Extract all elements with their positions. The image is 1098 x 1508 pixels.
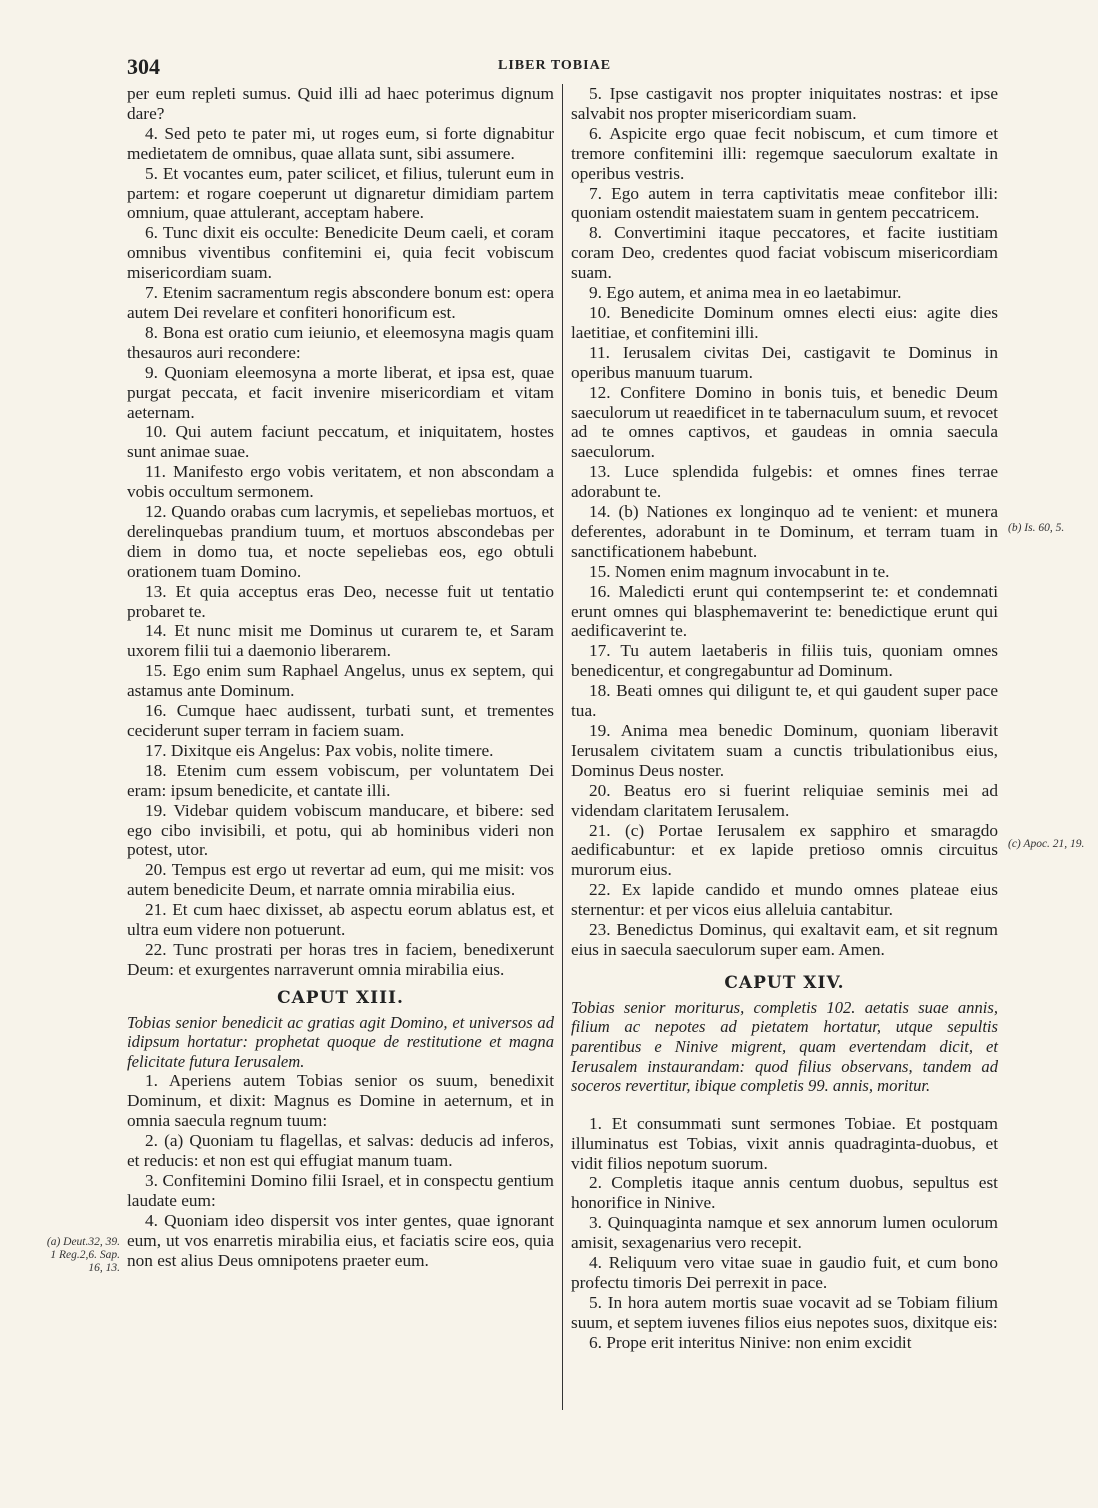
- verse: 7. Etenim sacramentum regis abscondere bonum est: opera autem Dei revelare et confiteri honorificum est.: [127, 283, 554, 322]
- verse: 11. Manifesto ergo vobis veritatem, et non abscondam a vobis occultum sermonem.: [127, 462, 554, 502]
- chapter-13-verses-continued: [571, 84, 998, 960]
- verse: 10. Qui autem faciunt peccatum, et iniquitatem, hostes sunt animae suae.: [127, 422, 554, 462]
- verse: 5. Ipse castigavit nos propter iniquitates nostras: et ipse salvabit nos propter misericordiam suam.: [571, 84, 998, 123]
- chapter-14-heading: CAPUT XIV.: [724, 972, 845, 993]
- margin-note-a: (a) Deut.32, 39. 1 Reg.2,6. Sap. 16, 13.: [46, 1236, 120, 1274]
- verse: 22. Ex lapide candido et mundo omnes plateae eius sternentur: et per vicos eius alleluia cantabitur.: [571, 880, 998, 920]
- verse: 6. Prope erit interitus Ninive: non enim excidit: [589, 1332, 912, 1352]
- chapter-13-verses: [127, 1071, 554, 1270]
- verse: 4. Quoniam ideo dispersit vos inter gentes, quae ignorant eum, ut vos enarretis mirabilia eius, et faciatis scire eos, quia non est alius Deus omnipotens praeter eum.: [127, 1210, 554, 1270]
- verse: 15. Ego enim sum Raphael Angelus, unus ex septem, qui astamus ante Dominum.: [127, 661, 554, 701]
- verse: 17. Tu autem laetaberis in filiis tuis, quoniam omnes benedicentur, et congregabuntur ad Dominum.: [571, 641, 998, 681]
- verse: 4. Sed peto te pater mi, ut roges eum, si forte dignabitur medietatem de omnibus, quae allata sunt, sibi assumere.: [127, 123, 554, 163]
- verse: 6. Tunc dixit eis occulte: Benedicite Deum caeli, et coram omnibus viventibus confitemini ei, quia fecit vobiscum misericordiam suam.: [127, 223, 554, 283]
- verse: 11. Ierusalem civitas Dei, castigavit te Dominus in operibus manuum tuarum.: [571, 342, 998, 382]
- running-title: LIBER TOBIAE: [498, 58, 612, 73]
- running-header: [0, 52, 1098, 82]
- verse: 22. Tunc prostrati per horas tres in faciem, benedixerunt Deum: et exurgentes narraverunt omnia mirabilia eius.: [127, 939, 554, 979]
- margin-note-b: (b) Is. 60, 5.: [1008, 522, 1065, 534]
- verse: 21. Et cum haec dixisset, ab aspectu eorum ablatus est, et ultra eum videre non potuerunt.: [127, 900, 554, 940]
- verse: 16. Cumque haec audissent, turbati sunt, et trementes ceciderunt super terram in faciem suam.: [127, 701, 554, 740]
- verse: 12. Quando orabas cum lacrymis, et sepeliebas mortuos, et derelinquebas prandium tuum, et mortuos abscondebas per diem in domo tua, et nocte sepeliebas eos, ego obtuli orationem tuam Domino.: [127, 502, 554, 581]
- column-divider: [562, 84, 563, 1410]
- chapter-13-heading: CAPUT XIII.: [277, 987, 404, 1008]
- verse: 5. In hora autem mortis suae vocavit ad se Tobiam filium suum, et septem iuvenes filios eius nepotes suos, dixitque eis:: [571, 1292, 998, 1332]
- verse: 10. Benedicite Dominum omnes electi eius: agite dies laetitiae, et confitemini illi.: [571, 302, 998, 342]
- verse: 1. Aperiens autem Tobias senior os suum, benedixit Dominum, et dixit: Magnus es Domine in aeternum, et in omnia saecula regnum tuum:: [127, 1071, 554, 1131]
- verse: 13. Et quia acceptus eras Deo, necesse fuit ut tentatio probaret te.: [127, 581, 554, 621]
- verse: 9. Ego autem, et anima mea in eo laetabimur.: [589, 283, 902, 303]
- verse: 8. Bona est oratio cum ieiunio, et eleemosyna magis quam thesauros auri recondere:: [127, 322, 554, 362]
- verse: 23. Benedictus Dominus, qui exaltavit eam, et sit regnum eius in saecula saeculorum super eam. Amen.: [571, 920, 998, 959]
- verse: 17. Dixitque eis Angelus: Pax vobis, nolite timere.: [145, 740, 494, 760]
- verse: 1. Et consummati sunt sermones Tobiae. Et postquam illuminatus est Tobias, vixit annis quadraginta-duobus, et vidit filios nepotum suorum.: [571, 1113, 998, 1173]
- verse: per eum repleti sumus. Quid illi ad haec poterimus dignum dare?: [127, 84, 554, 123]
- chapter-14-verses: [571, 1114, 998, 1353]
- verse: 19. Videbar quidem vobiscum manducare, et bibere: sed ego cibo invisibili, et potu, qui ab hominibus videri non potest, utor.: [127, 800, 554, 860]
- verse: 20. Beatus ero si fuerint reliquiae seminis mei ad videndam claritatem Ierusalem.: [571, 780, 998, 820]
- right-column: [571, 84, 998, 1353]
- verse: 6. Aspicite ergo quae fecit nobiscum, et cum timore et tremore confitemini illi: regemque saeculorum exaltate in operibus vestris.: [571, 123, 998, 183]
- verse: 2. (a) Quoniam tu flagellas, et salvas: deducis ad inferos, et reducis: et non est qui effugiat manum tuam.: [127, 1131, 554, 1171]
- verse: 18. Beati omnes qui diligunt te, et qui gaudent super pace tua.: [571, 681, 998, 721]
- verse: 13. Luce splendida fulgebis: et omnes fines terrae adorabunt te.: [571, 462, 998, 502]
- verse: 14. (b) Nationes ex longinquo ad te venient: et munera deferentes, adorabunt in te Dominum, et terram tuam in sanctificationem habebunt.: [571, 502, 998, 561]
- verse: 2. Completis itaque annis centum duobus, sepultus est honorifice in Ninive.: [571, 1173, 998, 1213]
- left-column: [127, 84, 554, 1271]
- page-number: 304: [127, 54, 160, 79]
- verse: 20. Tempus est ergo ut revertar ad eum, qui me misit: vos autem benedicite Deum, et narrate omnia mirabilia eius.: [127, 860, 554, 900]
- verse: 8. Convertimini itaque peccatores, et facite iustitiam coram Deo, credentes quod faciat vobiscum misericordiam suam.: [571, 223, 998, 283]
- verse: 9. Quoniam eleemosyna a morte liberat, et ipsa est, quae purgat peccata, et facit invenire misericordiam et vitam aeternam.: [127, 362, 554, 422]
- margin-note-c: (c) Apoc. 21, 19.: [1008, 838, 1085, 850]
- verse: 14. Et nunc misit me Dominus ut curarem te, et Saram uxorem filii tui a daemonio liberarem.: [127, 621, 554, 661]
- verse: 19. Anima mea benedic Dominum, quoniam liberavit Ierusalem civitatem suam a cunctis tribulationibus eius, Dominus Deus noster.: [571, 721, 998, 780]
- verse: 15. Nomen enim magnum invocabunt in te.: [589, 561, 890, 581]
- chapter-13-summary: Tobias senior benedicit ac gratias agit Domino, et universos ad idipsum hortatur: prophetat quoque de restitutione et magna felicitate futura Ierusalem.: [127, 1012, 554, 1071]
- verse: 21. (c) Portae Ierusalem ex sapphiro et smaragdo aedificabuntur: et ex lapide pretioso omnis circuitus murorum eius.: [571, 820, 998, 880]
- chapter-14-summary: Tobias senior moriturus, completis 102. aetatis suae annis, filium ac nepotes ad pietatem hortatur, utque sepultis parentibus e Ninive migrent, quam evertendam dicit, et Ierusalem instaurandam: quod filius observans, tandem ad soceros revertitur, ibique completis 99. annis, moritur.: [571, 997, 998, 1096]
- verse: 3. Quinquaginta namque et sex annorum lumen oculorum amisit, sexagenarius vero recepit.: [571, 1213, 998, 1253]
- verse: 18. Etenim cum essem vobiscum, per voluntatem Dei eram: ipsum benedicite, et cantate illi.: [127, 760, 554, 800]
- verse: 3. Confitemini Domino filii Israel, et in conspectu gentium laudate eum:: [127, 1171, 554, 1210]
- verse: 4. Reliquum vero vitae suae in gaudio fuit, et cum bono profectu timoris Dei perrexit in pace.: [571, 1253, 998, 1292]
- left-verses: [127, 84, 554, 980]
- verse: 5. Et vocantes eum, pater scilicet, et filius, tulerunt eum in partem: et rogare coeperunt ut dignaretur dimidiam partem omnium, quae attulerant, acceptam habere.: [127, 163, 554, 223]
- verse: 7. Ego autem in terra captivitatis meae confitebor illi: quoniam ostendit maiestatem suam in gentem peccatricem.: [571, 183, 998, 223]
- verse: 16. Maledicti erunt qui contempserint te: et condemnati erunt omnes qui blasphemaverint te: benedictique erunt qui aedificaverint te.: [571, 581, 998, 641]
- verse: 12. Confitere Domino in bonis tuis, et benedic Deum saeculorum ut reaedificet in te tabernaculum suum, et revocet ad te omnes captivos, et gaudeas in omnia saecula saeculorum.: [571, 382, 998, 462]
